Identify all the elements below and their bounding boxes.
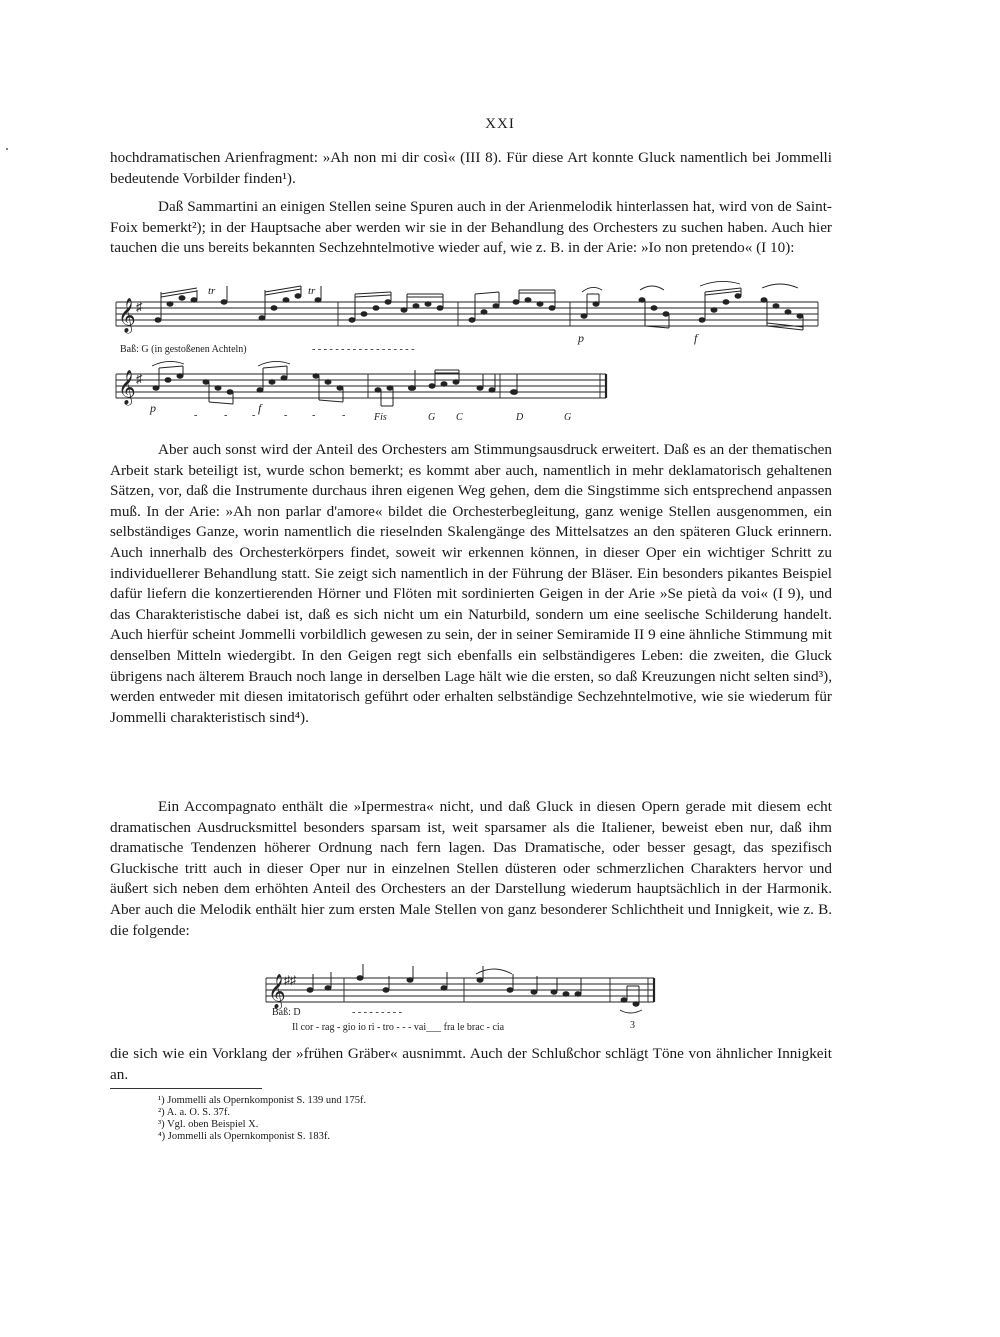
music-example-1-row-1 bbox=[112, 280, 824, 360]
svg-text:𝄞: 𝄞 bbox=[268, 975, 286, 1008]
scan-speck bbox=[6, 148, 8, 150]
svg-text:-: - bbox=[194, 410, 198, 421]
svg-text:-: - bbox=[224, 410, 228, 421]
svg-text:- - - - - - - -: - - - - - - - - - - - - - - - - - - bbox=[312, 344, 415, 355]
footnote-4: ⁴) Jommelli als Opernkomponist S. 183f. bbox=[158, 1131, 330, 1142]
svg-text:-: - bbox=[284, 410, 288, 421]
svg-text:- - - - - - - -: - - - - - - - - - bbox=[352, 1007, 402, 1018]
svg-text:-: - bbox=[312, 410, 316, 421]
page-number: XXI bbox=[485, 116, 515, 132]
svg-text:f: f bbox=[694, 331, 698, 345]
footnote-3: ³) Vgl. oben Beispiel X. bbox=[158, 1119, 259, 1130]
svg-text:p: p bbox=[150, 401, 156, 415]
svg-text:Baß: D: Baß: D bbox=[272, 1007, 301, 1018]
music-example-1-row-2 bbox=[112, 364, 612, 424]
footnote-rule bbox=[110, 1088, 262, 1089]
paragraph-2: Daß Sammartini an einigen Stellen seine Spuren auch in der Arienmelodik hinterlassen hat, wird von de Saint-Foix bemerkt²); in der Hauptsache aber werden wir sie in der Behandlung des Orchesters zu suchen haben. Auch hier tauchen die uns bereits bekannten Sechzehntelmotive wieder auf, wie z. B. in der Arie: »Io non pretendo« (I 10): bbox=[110, 198, 832, 257]
svg-text:♯: ♯ bbox=[136, 371, 143, 386]
svg-text:-: - bbox=[252, 410, 256, 421]
svg-text:p: p bbox=[578, 331, 584, 345]
paragraph-4: Ein Accompagnato enthält die »Ipermestra« nicht, und daß Gluck in diesen Opern gerade mit diesem echt dramatischen Ausdrucksmittel besonders sparsam ist, weit sparsamer als die Italiener, beweist eben nur, daß ihm dramatische Tendenzen höherer Ordnung nach fern lagen. Das Dramatische, oder besser gesagt, das spezifisch Gluckische tritt auch in dieser Oper nur in einzelnen Stellen düsteren oder schmerzlichen Charakters hervor und äußert sich neben dem erhöhten Anteil des Orchesters an der Darstellung wiederum hauptsächlich in der Harmonik. Aber auch die Melodik enthält hier zum ersten Male Stellen von ganz besonderer Schlichtheit und Innigkeit, wie z. B. die folgende: bbox=[110, 798, 832, 939]
footnote-1: ¹) Jommelli als Opernkomponist S. 139 und 175f. bbox=[158, 1095, 367, 1106]
svg-text:C: C bbox=[456, 412, 463, 423]
svg-text:♯♯: ♯♯ bbox=[284, 973, 296, 987]
svg-text:3: 3 bbox=[630, 1020, 635, 1031]
svg-text:f: f bbox=[258, 401, 262, 415]
svg-text:G: G bbox=[564, 412, 572, 423]
svg-text:-: - bbox=[342, 410, 346, 421]
svg-text:Il cor - rag - gio io ri - tr: Il cor - rag - gio io ri - tro - - - vai___ fra le brac - cia bbox=[292, 1022, 505, 1033]
paragraph-3: Aber auch sonst wird der Anteil des Orchesters am Stimmungsausdruck erweitert. Daß es an der thematischen Arbeit stark beteiligt ist, wurde schon bemerkt; es kommt aber auch, namentlich in mehr deklamatorisch gehaltenen Sätzen, vor, daß die Instrumente durchaus ihren eigenen Weg gehen, dem die Singstimme sich entsprechend anpassen muß. In der Arie: »Ah non parlar d'amore« bildet die Orchesterbegleitung, ganz wenige Stellen ausgenommen, ein selbständiges Ganze, worin namentlich die rieselnden Skalengänge des Mittelsatzes an den späteren Gluck erinnern. Auch innerhalb des Orchesterkörpers findet, soweit wir erkennen können, in dieser Oper ein wichtiger Schritt zu individuellerer Behandlung statt. Sie zeigt sich namentlich in der Führung der Bläser. Ein besonders pikantes Beispiel dafür liefern die konzertierenden Hörner und Flöten mit sordinierten Geigen in der Arie »Se pietà da voi« (I 9), und das Charakteristische dabei ist, daß es sich nicht um ein Naturbild, sondern um eine seelische Schilderung handelt. Auch hierfür scheint Jommelli vorbildlich gewesen zu sein, der in seiner Semiramide II 9 eine ähnliche Stimmung mit denselben Mitteln wiedergibt. In den Geigen regt sich ebenfalls ein selbständigeres Leben: die zweiten, die Gluck übrigens nach älterem Brauch noch lange in derselben Lage hält wie die ersten, so daß Kreuzungen nicht selten sind³), werden entweder mit diesen imitatorisch geführt oder erhalten selbständige Sechzehntelmotive, wie sie wiederum für Jommelli charakteristisch sind⁴). bbox=[110, 441, 832, 726]
music-example-2 bbox=[262, 968, 662, 1036]
svg-text:tr: tr bbox=[308, 285, 316, 297]
svg-text:D: D bbox=[516, 412, 524, 423]
svg-text:tr: tr bbox=[208, 285, 216, 297]
svg-text:Baß: G (in gestoßenen Achteln): Baß: G (in gestoßenen Achteln) bbox=[120, 344, 247, 355]
svg-text:𝄞: 𝄞 bbox=[118, 371, 136, 404]
svg-text:𝄞: 𝄞 bbox=[118, 299, 136, 332]
footnote-2: ²) A. a. O. S. 37f. bbox=[158, 1107, 230, 1118]
svg-text:♯: ♯ bbox=[136, 299, 143, 314]
paragraph-5: die sich wie ein Vorklang der »frühen Gräber« ausnimmt. Auch der Schlußchor schlägt Töne von ähnlicher Innigkeit an. bbox=[110, 1045, 832, 1083]
paragraph-1: hochdramatischen Arienfragment: »Ah non mi dir così« (III 8). Für diese Art konnte Gluck namentlich bei Jommelli bedeutende Vorbilder finden¹). bbox=[110, 149, 832, 187]
svg-text:Fis: Fis bbox=[374, 412, 387, 423]
svg-text:G: G bbox=[428, 412, 436, 423]
